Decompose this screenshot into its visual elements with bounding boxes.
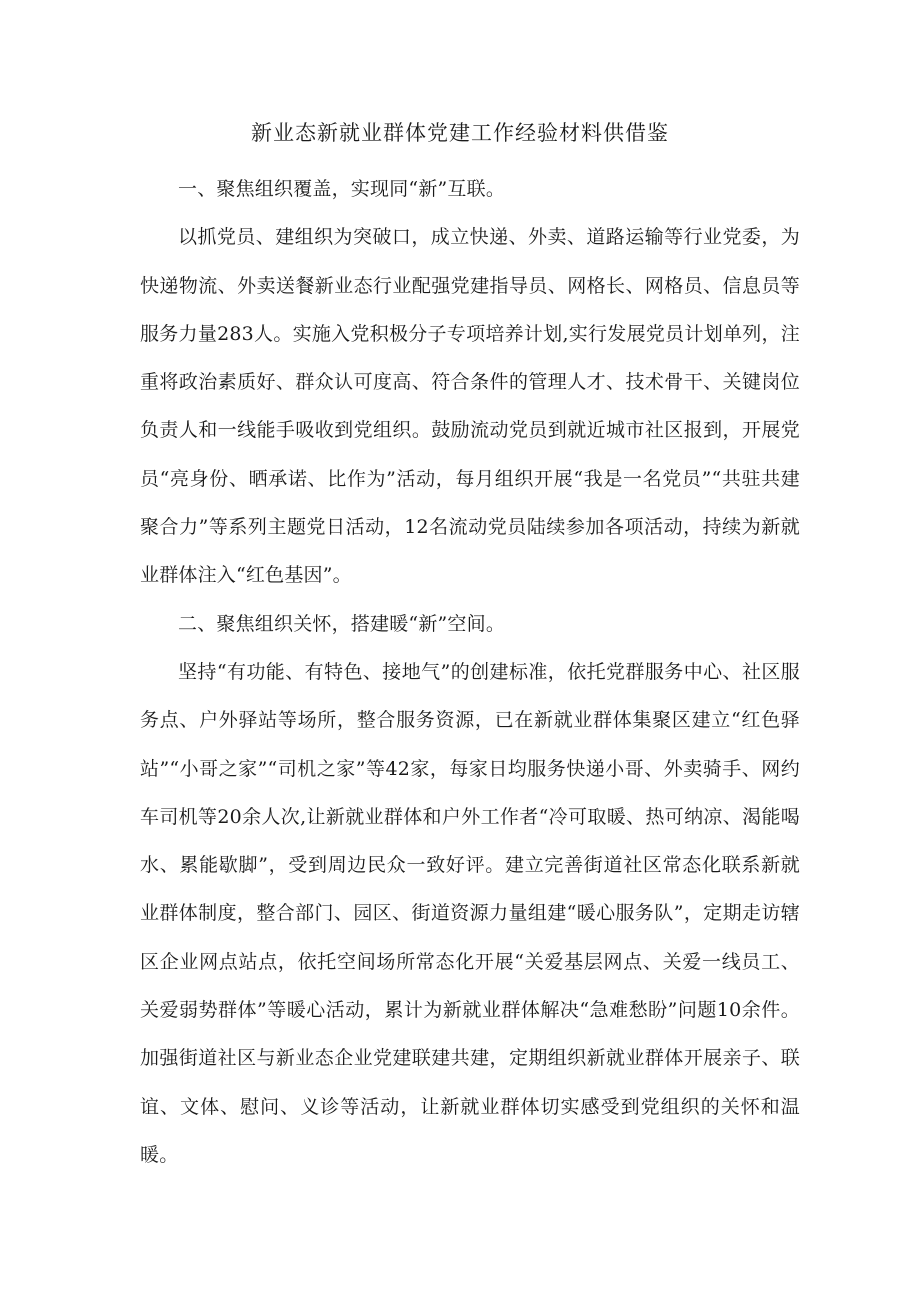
document-body xyxy=(140,165,800,1179)
section-heading-2: 二、聚焦组织关怀，搭建暖“新”空间。 xyxy=(178,612,506,635)
section-heading-1: 一、聚焦组织覆盖，实现同“新”互联。 xyxy=(178,178,506,200)
document-title: 新业态新就业群体党建工作经验材料供借鉴 xyxy=(251,121,669,145)
body-paragraph-1: 以抓党员、建组织为突破口，成立快递、外卖、道路运输等行业党委，为快递物流、外卖送餐新业态行业配强党建指导员、网格长、网格员、信息员等服务力量283人。实施入党积极分子专项培养计划,实行发展党员计划单列，注重将政治素质好、群众认可度高、符合条件的管理人才、技术骨干、关键岗位负责人和一线能手吸收到党组织。鼓励流动党员到就近城市社区报到，开展党员“亮身份、晒承诺、比作为”活动，每月组织开展“我是一名党员”“共驻共建聚合力”等系列主题党日活动，12名流动党员陆续参加各项活动，持续为新就业群体注入“红色基因”。 xyxy=(140,226,800,587)
body-paragraph-2: 坚持“有功能、有特色、接地气”的创建标准，依托党群服务中心、社区服务点、户外驿站等场所，整合服务资源，已在新就业群体集聚区建立“红色驿站”“小哥之家”“司机之家”等42家，每家日均服务快递小哥、外卖骑手、网约车司机等20余人次,让新就业群体和户外工作者“冷可取暖、热可纳凉、渴能喝水、累能歇脚”，受到周边民众一致好评。建立完善街道社区常态化联系新就业群体制度，整合部门、园区、街道资源力量组建“暖心服务队”，定期走访辖区企业网点站点，依托空间场所常态化开展“关爱基层网点、关爱一线员工、关爱弱势群体”等暖心活动，累计为新就业群体解决“急难愁盼”问题10余件。加强街道社区与新业态企业党建联建共建，定期组织新就业群体开展亲子、联谊、文体、慰问、义诊等活动，让新就业群体切实感受到党组织的关怀和温暖。 xyxy=(140,660,800,1166)
